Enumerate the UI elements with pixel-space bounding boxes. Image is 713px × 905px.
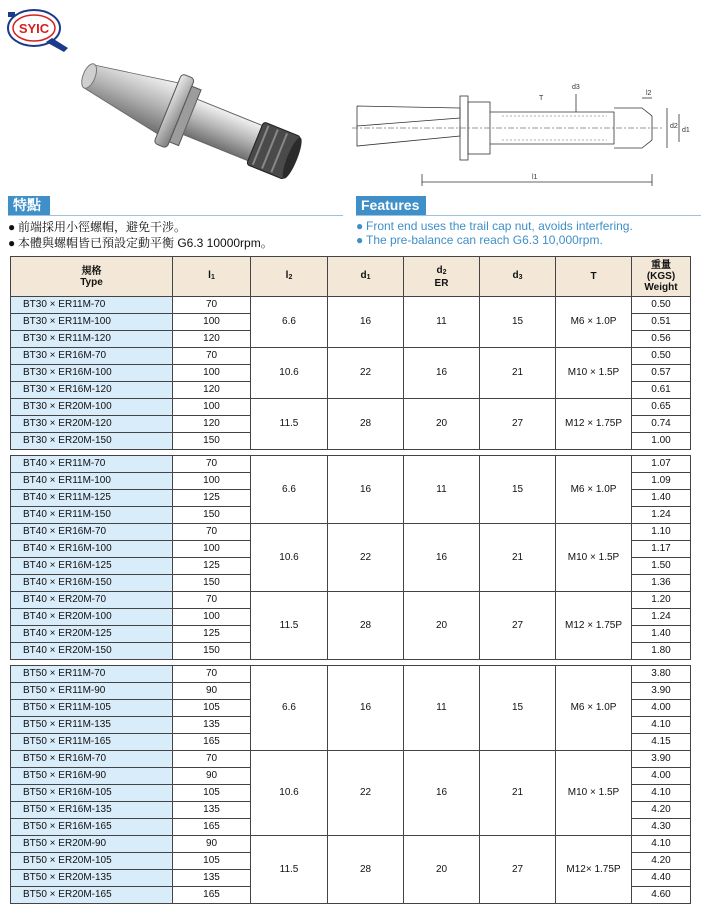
cell-d2: 16 [404,348,480,399]
cell-d3: 27 [480,592,556,660]
feature-en-item [356,233,603,248]
cell-weight: 3.80 [632,666,691,683]
cell-weight: 4.10 [632,785,691,802]
header-type-zh: 規格 [81,265,102,277]
cell-thread: M10 × 1.5P [556,348,632,399]
cell-thread: M12 × 1.75P [556,592,632,660]
cell-l1: 165 [173,734,251,751]
cell-weight: 4.20 [632,802,691,819]
cell-d1: 16 [328,456,404,524]
header-d1-main: d [360,270,367,281]
cell-d3: 21 [480,524,556,592]
cell-type: BT40 × ER11M-70 [11,456,173,473]
cell-l1: 100 [173,473,251,490]
cell-l1: 135 [173,802,251,819]
cell-l1: 125 [173,490,251,507]
table-row [11,592,691,609]
cell-type: BT50 × ER20M-90 [11,836,173,853]
cell-type: BT50 × ER16M-135 [11,802,173,819]
cell-type: BT40 × ER20M-150 [11,643,173,660]
cell-type: BT40 × ER11M-100 [11,473,173,490]
cell-thread: M12× 1.75P [556,836,632,904]
cell-d3: 15 [480,297,556,348]
cell-type: BT30 × ER16M-70 [11,348,173,365]
cell-type: BT50 × ER11M-105 [11,700,173,717]
cell-type: BT40 × ER11M-125 [11,490,173,507]
cell-type: BT40 × ER20M-125 [11,626,173,643]
cell-weight: 1.40 [632,490,691,507]
cell-d3: 15 [480,666,556,751]
cell-weight: 4.00 [632,700,691,717]
feature-en-text: The pre-balance can reach G6.3 10,000rpm. [366,233,603,247]
cell-l1: 70 [173,456,251,473]
cell-weight: 3.90 [632,683,691,700]
cell-l1: 120 [173,416,251,433]
features-zh-divider [8,215,343,216]
cell-type: BT50 × ER16M-90 [11,768,173,785]
cell-d1: 28 [328,592,404,660]
cell-type: BT50 × ER11M-165 [11,734,173,751]
cell-d2: 16 [404,524,480,592]
header-d1-sub: 1 [366,274,371,281]
cell-type: BT50 × ER16M-165 [11,819,173,836]
cell-l1: 150 [173,433,251,450]
cell-d2: 11 [404,666,480,751]
cell-type: BT30 × ER11M-100 [11,314,173,331]
cell-d1: 16 [328,666,404,751]
cell-l1: 100 [173,609,251,626]
header-type-en: Type [80,276,103,288]
cell-weight: 4.20 [632,853,691,870]
spec-table [10,256,691,904]
header-l1 [173,257,251,297]
label-l2: l2 [646,90,652,97]
cell-l1: 70 [173,297,251,314]
cell-weight: 0.51 [632,314,691,331]
cell-d2: 16 [404,751,480,836]
label-t: T [539,95,544,102]
cell-weight: 4.30 [632,819,691,836]
header-l1-sub: 1 [210,274,215,281]
cell-l1: 150 [173,575,251,592]
cell-l1: 135 [173,717,251,734]
cell-l1: 135 [173,870,251,887]
bullet-icon: ● [356,233,364,247]
technical-drawing [352,78,697,188]
table-row [11,399,691,416]
cell-l2: 11.5 [251,836,328,904]
cell-d3: 21 [480,751,556,836]
cell-d2: 20 [404,399,480,450]
cell-l1: 90 [173,683,251,700]
header-d3 [480,257,556,297]
cell-type: BT30 × ER11M-120 [11,331,173,348]
table-row [11,666,691,683]
cell-weight: 1.17 [632,541,691,558]
cell-l1: 120 [173,331,251,348]
header-d3-sub: 3 [518,274,523,281]
cell-d2: 11 [404,297,480,348]
cell-weight: 4.00 [632,768,691,785]
cell-thread: M6 × 1.0P [556,666,632,751]
cell-weight: 0.57 [632,365,691,382]
cell-l1: 165 [173,887,251,904]
cell-d3: 15 [480,456,556,524]
table-row [11,836,691,853]
cell-l1: 105 [173,700,251,717]
cell-type: BT30 × ER16M-120 [11,382,173,399]
cell-l1: 70 [173,751,251,768]
features-en-title: Features [356,196,426,215]
cell-type: BT50 × ER20M-105 [11,853,173,870]
product-photo [70,50,320,200]
cell-type: BT50 × ER16M-105 [11,785,173,802]
cell-weight: 0.56 [632,331,691,348]
cell-l1: 70 [173,666,251,683]
cell-type: BT50 × ER20M-165 [11,887,173,904]
cell-weight: 1.20 [632,592,691,609]
label-l1: l1 [532,174,538,181]
cell-type: BT50 × ER11M-70 [11,666,173,683]
cell-weight: 4.10 [632,836,691,853]
label-d3: d3 [572,84,580,91]
cell-l2: 11.5 [251,399,328,450]
header-weight-unit: (KGS) [646,271,676,282]
cell-type: BT40 × ER16M-100 [11,541,173,558]
header-weight-zh: 重量 [651,260,671,271]
cell-thread: M12 × 1.75P [556,399,632,450]
cell-type: BT40 × ER20M-100 [11,609,173,626]
table-row [11,297,691,314]
bullet-icon: ● [356,219,364,233]
cell-d2: 20 [404,836,480,904]
cell-weight: 1.07 [632,456,691,473]
cell-l2: 10.6 [251,348,328,399]
cell-d1: 28 [328,836,404,904]
features-en-divider [356,215,701,216]
cell-l1: 165 [173,819,251,836]
header-weight-en: Weight [644,282,678,293]
cell-d2: 20 [404,592,480,660]
cell-weight: 1.09 [632,473,691,490]
cell-type: BT50 × ER20M-135 [11,870,173,887]
cell-l1: 90 [173,768,251,785]
cell-weight: 0.74 [632,416,691,433]
cell-type: BT50 × ER11M-135 [11,717,173,734]
cell-d1: 28 [328,399,404,450]
header-type [11,257,173,297]
header-t: T [556,257,632,297]
cell-weight: 3.90 [632,751,691,768]
cell-d2: 11 [404,456,480,524]
cell-type: BT30 × ER20M-100 [11,399,173,416]
cell-type: BT30 × ER16M-100 [11,365,173,382]
cell-weight: 1.80 [632,643,691,660]
cell-l1: 70 [173,592,251,609]
header-d2-sub: 2 [442,268,447,276]
cell-l2: 6.6 [251,666,328,751]
cell-d1: 16 [328,297,404,348]
cell-type: BT50 × ER11M-90 [11,683,173,700]
cell-weight: 4.40 [632,870,691,887]
cell-l1: 150 [173,507,251,524]
cell-thread: M6 × 1.0P [556,456,632,524]
cell-type: BT40 × ER11M-150 [11,507,173,524]
cell-d1: 22 [328,348,404,399]
table-row [11,524,691,541]
cell-type: BT50 × ER16M-70 [11,751,173,768]
header-l2-main: l [285,270,289,281]
header-d2-er: ER [434,277,449,289]
cell-l1: 125 [173,626,251,643]
cell-type: BT40 × ER16M-150 [11,575,173,592]
cell-type: BT30 × ER20M-150 [11,433,173,450]
cell-type: BT40 × ER16M-70 [11,524,173,541]
cell-l1: 100 [173,314,251,331]
cell-weight: 1.00 [632,433,691,450]
cell-l2: 6.6 [251,456,328,524]
cell-type: BT30 × ER20M-120 [11,416,173,433]
cell-weight: 0.65 [632,399,691,416]
cell-l1: 70 [173,348,251,365]
cell-type: BT30 × ER11M-70 [11,297,173,314]
cell-weight: 1.24 [632,609,691,626]
cell-l1: 150 [173,643,251,660]
cell-weight: 1.10 [632,524,691,541]
cell-l2: 11.5 [251,592,328,660]
cell-d3: 27 [480,836,556,904]
header-d2-main: d [436,264,443,276]
cell-weight: 0.50 [632,348,691,365]
cell-l1: 120 [173,382,251,399]
cell-l1: 105 [173,853,251,870]
cell-type: BT40 × ER16M-125 [11,558,173,575]
feature-zh-text: 本體與螺帽皆已預設定動平衡 G6.3 10000rpm。 [18,236,273,250]
cell-d1: 22 [328,751,404,836]
cell-weight: 1.24 [632,507,691,524]
feature-zh-item [8,220,186,235]
spec-table-body [11,297,691,904]
header-l1-main: l [208,270,211,281]
features-zh-title: 特點 [8,196,50,215]
header-d3-main: d [512,270,519,281]
table-row [11,456,691,473]
feature-en-item [356,219,633,234]
logo-text: SYIC [18,21,50,36]
cell-weight: 4.15 [632,734,691,751]
header-d1 [328,257,404,297]
cell-type: BT40 × ER20M-70 [11,592,173,609]
cell-d1: 22 [328,524,404,592]
cell-l1: 100 [173,365,251,382]
cell-l1: 100 [173,541,251,558]
feature-zh-item [8,236,273,251]
table-header-row [11,257,691,297]
feature-en-text: Front end uses the trail cap nut, avoids interfering. [366,219,633,233]
cell-weight: 4.60 [632,887,691,904]
cell-d3: 21 [480,348,556,399]
cell-weight: 1.40 [632,626,691,643]
cell-weight: 0.50 [632,297,691,314]
label-d2: d2 [670,123,678,130]
brand-logo [6,4,76,56]
bullet-icon: ● [8,220,16,234]
cell-l2: 10.6 [251,524,328,592]
header-l2-sub: 2 [288,274,293,281]
bullet-icon: ● [8,236,16,250]
table-row [11,751,691,768]
label-d1: d1 [682,127,690,134]
cell-weight: 1.36 [632,575,691,592]
cell-weight: 4.10 [632,717,691,734]
header-d2 [404,257,480,297]
cell-l1: 125 [173,558,251,575]
cell-thread: M10 × 1.5P [556,524,632,592]
cell-l1: 100 [173,399,251,416]
cell-weight: 1.50 [632,558,691,575]
header-l2 [251,257,328,297]
table-row [11,348,691,365]
cell-thread: M10 × 1.5P [556,751,632,836]
cell-thread: M6 × 1.0P [556,297,632,348]
cell-d3: 27 [480,399,556,450]
cell-l1: 90 [173,836,251,853]
header-weight [632,257,691,297]
feature-zh-text: 前端採用小徑螺帽，避免干涉。 [18,220,187,234]
cell-l2: 6.6 [251,297,328,348]
cell-weight: 0.61 [632,382,691,399]
cell-l1: 105 [173,785,251,802]
cell-l1: 70 [173,524,251,541]
cell-l2: 10.6 [251,751,328,836]
